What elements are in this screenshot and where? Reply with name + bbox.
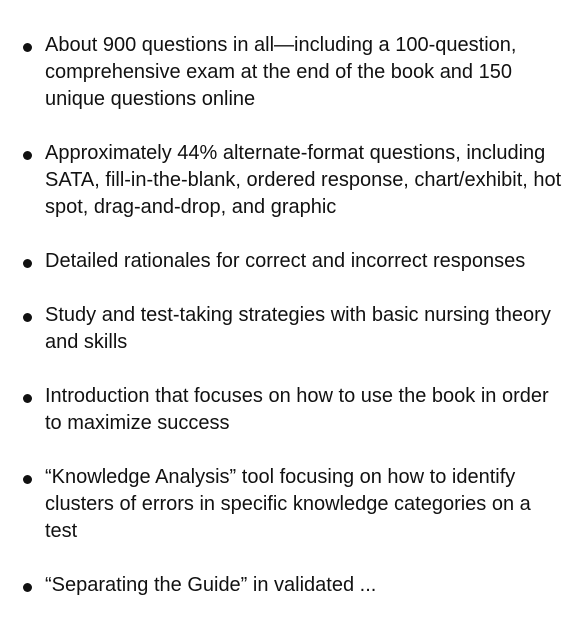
bullet-icon	[23, 151, 32, 160]
bullet-item	[0, 383, 580, 437]
bullet-item	[0, 248, 580, 275]
bullet-item	[0, 32, 580, 113]
bullet-icon	[23, 475, 32, 484]
bullet-text: Approximately 44% alternate-format questions, including SATA, fill-in-the-blank, ordered response, chart/exhibit, hot spot, drag-and-drop, and graphic	[45, 142, 562, 218]
bullet-icon	[23, 394, 32, 403]
bullet-item	[0, 302, 580, 356]
bullet-text: Detailed rationales for correct and incorrect responses	[45, 250, 526, 272]
bullet-text: Study and test-taking strategies with basic nursing theory and skills	[45, 304, 551, 353]
bullet-item	[0, 572, 580, 599]
bullet-text: About 900 questions in all—including a 100-question, comprehensive exam at the end of the book and 150 unique questions online	[45, 34, 517, 110]
bullet-icon	[23, 43, 32, 52]
bullet-icon	[23, 313, 32, 322]
bullet-text: Introduction that focuses on how to use the book in order to maximize success	[45, 385, 549, 434]
bullet-item	[0, 464, 580, 545]
feature-bullet-list	[0, 32, 580, 626]
bullet-item	[0, 140, 580, 221]
bullet-text: “Knowledge Analysis” tool focusing on how to identify clusters of errors in specific knowledge categories on a test	[45, 466, 531, 542]
bullet-text: “Separating the Guide” in validated ...	[45, 574, 377, 596]
bullet-icon	[23, 583, 32, 592]
bullet-icon	[23, 259, 32, 268]
